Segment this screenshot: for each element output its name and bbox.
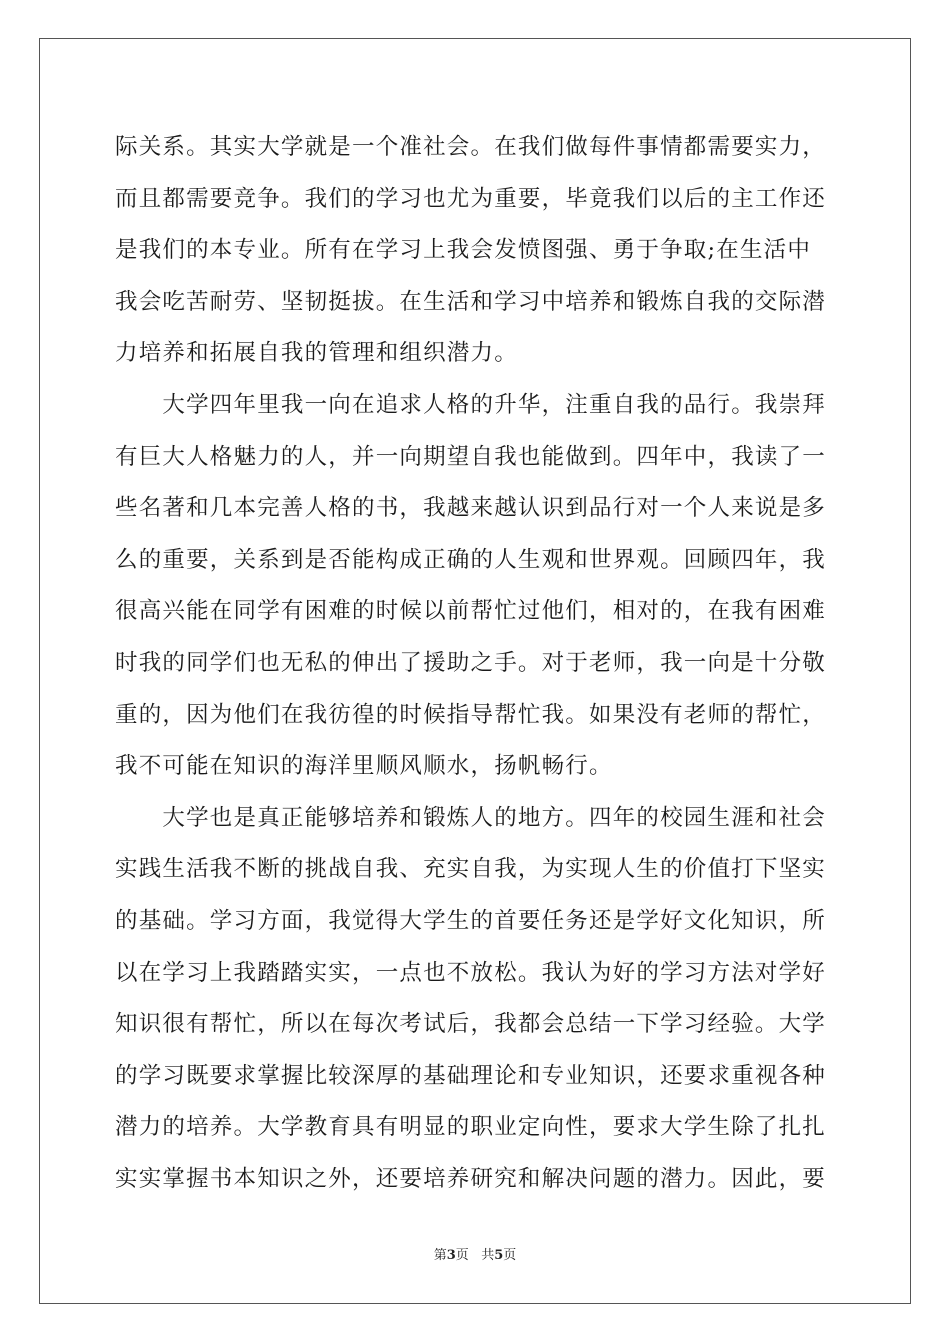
text-line: 有巨大人格魅力的人，并一向期望自我也能做到。四年中，我读了一 xyxy=(115,443,827,470)
text-line: 大学四年里我一向在追求人格的升华，注重自我的品行。我崇拜 xyxy=(115,391,827,418)
total-suffix: 页 xyxy=(503,1248,517,1263)
page-word: 页 xyxy=(455,1248,469,1263)
text-line: 力培养和拓展自我的管理和组织潜力。 xyxy=(115,340,518,367)
page-number-prefix: 第 xyxy=(433,1248,447,1263)
text-line: 重的，因为他们在我彷徨的时候指导帮忙我。如果没有老师的帮忙， xyxy=(115,701,827,728)
text-line: 际关系。其实大学就是一个准社会。在我们做每件事情都需要实力， xyxy=(115,134,827,160)
text-line: 我不可能在知识的海洋里顺风顺水，扬帆畅行。 xyxy=(115,753,613,780)
text-line: 以在学习上我踏踏实实，一点也不放松。我认为好的学习方法对学好 xyxy=(115,959,827,986)
text-line: 的基础。学习方面，我觉得大学生的首要任务还是学好文化知识，所 xyxy=(115,907,827,934)
text-line: 潜力的培养。大学教育具有明显的职业定向性，要求大学生除了扎扎 xyxy=(115,1114,827,1141)
text-line: 实践生活我不断的挑战自我、充实自我，为实现人生的价值打下坚实 xyxy=(115,856,827,883)
text-line: 大学也是真正能够培养和锻炼人的地方。四年的校园生涯和社会 xyxy=(115,804,827,831)
text-line: 是我们的本专业。所有在学习上我会发愤图强、勇于争取;在生活中 xyxy=(115,237,812,264)
document-body xyxy=(115,122,835,1205)
text-line: 我会吃苦耐劳、坚韧挺拔。在生活和学习中培养和锻炼自我的交际潜 xyxy=(115,288,827,315)
text-line: 些名著和几本完善人格的书，我越来越认识到品行对一个人来说是多 xyxy=(115,495,827,522)
total-pages-number: 5 xyxy=(494,1248,504,1263)
page-footer xyxy=(0,1246,950,1266)
current-page-number: 3 xyxy=(446,1248,456,1263)
total-prefix: 共 xyxy=(481,1248,495,1263)
text-line: 时我的同学们也无私的伸出了援助之手。对于老师，我一向是十分敬 xyxy=(115,649,827,676)
text-line: 而且都需要竞争。我们的学习也尤为重要，毕竟我们以后的主工作还 xyxy=(115,185,827,212)
text-line: 很高兴能在同学有困难的时候以前帮忙过他们，相对的，在我有困难 xyxy=(115,598,827,625)
text-line: 实实掌握书本知识之外，还要培养研究和解决问题的潜力。因此，要 xyxy=(115,1165,827,1192)
text-line: 的学习既要求掌握比较深厚的基础理论和专业知识，还要求重视各种 xyxy=(115,1062,827,1089)
text-line: 么的重要，关系到是否能构成正确的人生观和世界观。回顾四年，我 xyxy=(115,546,827,573)
text-line: 知识很有帮忙，所以在每次考试后，我都会总结一下学习经验。大学 xyxy=(115,1011,827,1038)
